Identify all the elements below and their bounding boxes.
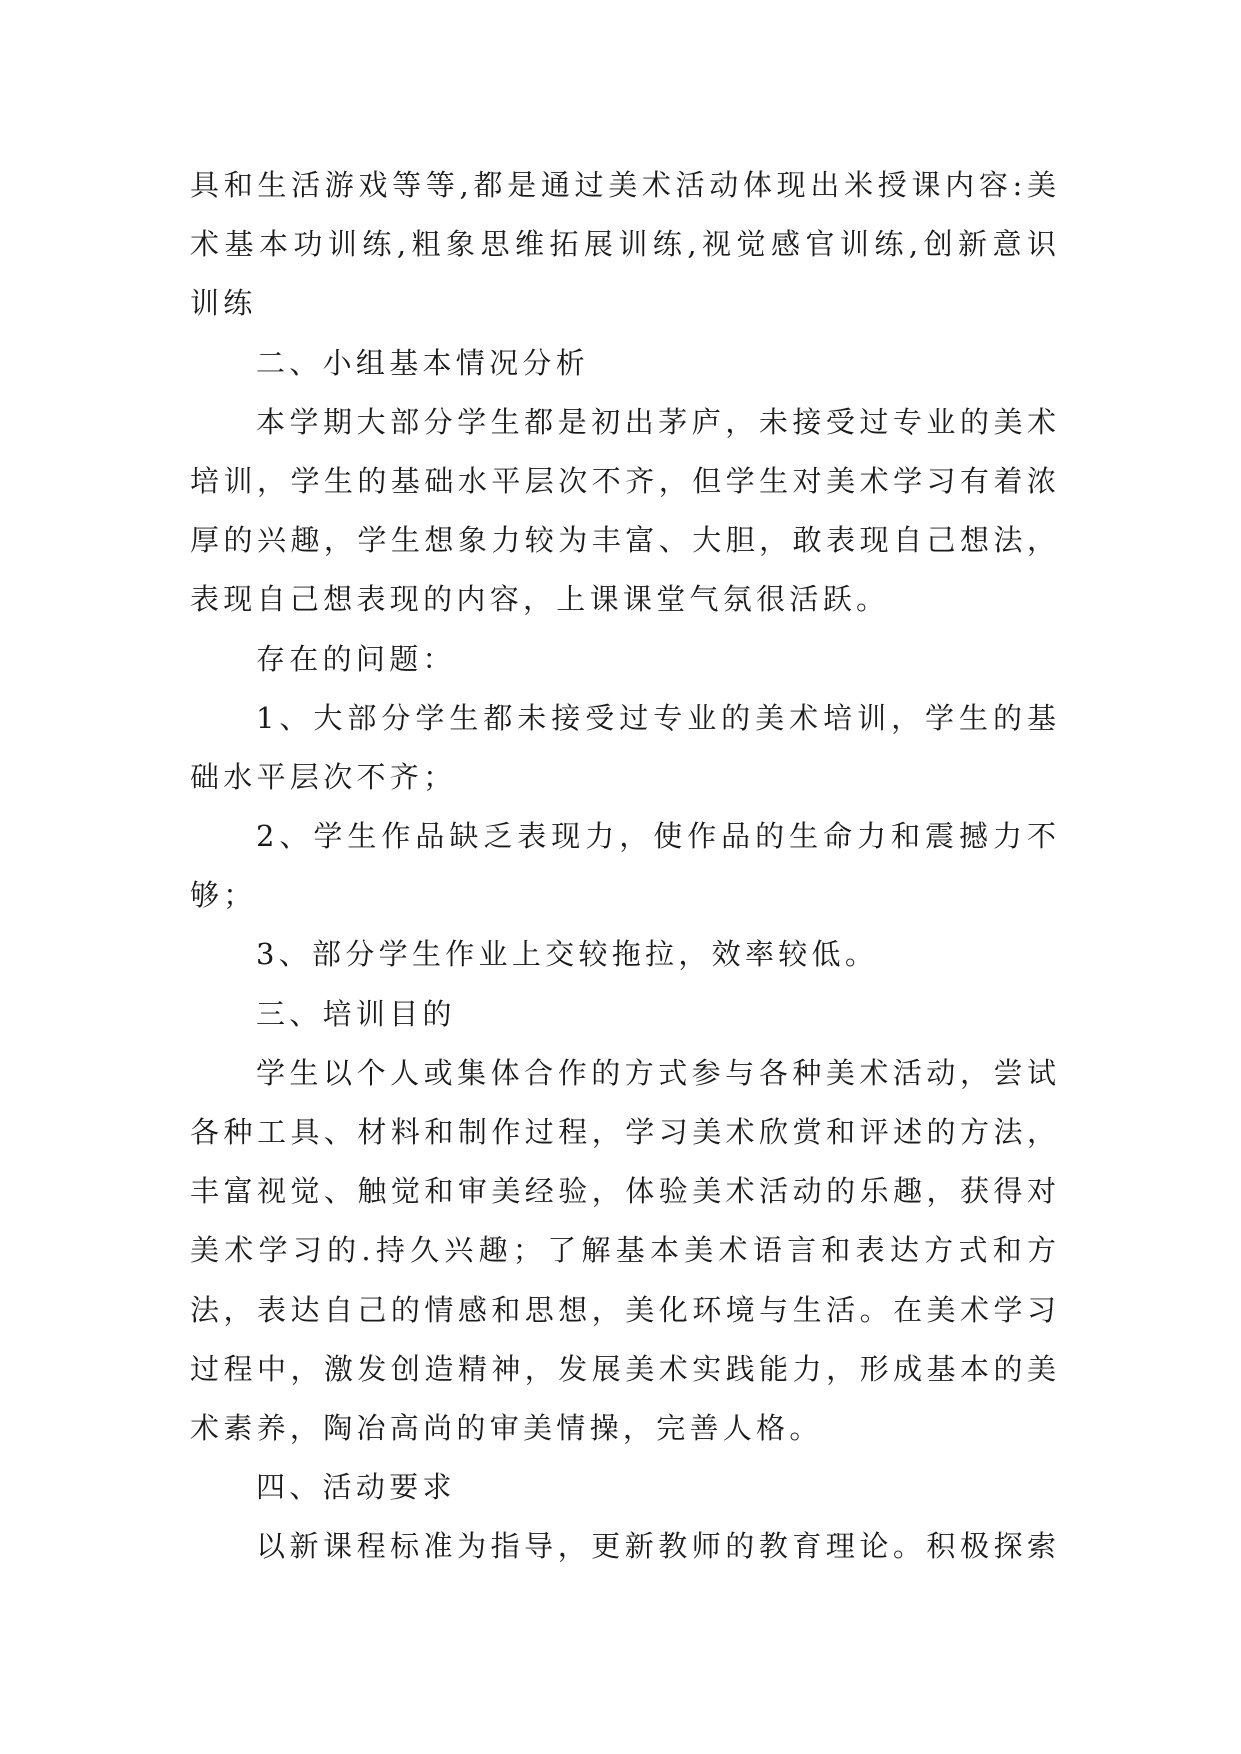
text-line: 1、大部分学生都未接受过专业的美术培训，学生的基: [256, 700, 1056, 735]
text-line: 厚的兴趣，学生想象力较为丰富、大胆，敢表现自己想法，: [190, 523, 1056, 558]
section-heading: 二、小组基本情况分析: [256, 345, 590, 380]
list-item: [190, 689, 1056, 807]
text-line: 法，表达自己的情感和思想，美化环境与生活。在美术学习: [190, 1292, 1056, 1327]
text-line: 美术学习的.持久兴趣；了解基本美术语言和表达方式和方: [190, 1233, 1056, 1268]
paragraph: [190, 393, 1056, 630]
text-line: 3、部分学生作业上交较拖拉，效率较低。: [256, 937, 879, 972]
text-line: 础水平层次不齐；: [190, 759, 457, 794]
paragraph: [190, 1517, 1056, 1576]
text-line: 具和生活游戏等等,都是通过美术活动体现出米授课内容:美: [190, 168, 1056, 202]
paragraph: [190, 630, 1056, 689]
section-heading: 四、活动要求: [256, 1470, 456, 1505]
list-item: [190, 925, 1056, 984]
text-line: 术基本功训练,粗象思维拓展训练,视觉感官训练,创新意识: [190, 227, 1056, 262]
list-item: [190, 807, 1056, 925]
text-line: 丰富视觉、触觉和审美经验，体验美术活动的乐趣，获得对: [190, 1174, 1056, 1209]
text-line: 各种工具、材料和制作过程，学习美术欣赏和评述的方法，: [190, 1115, 1056, 1149]
text-line: 术素养，陶冶高尚的审美情操，完善人格。: [190, 1410, 823, 1445]
text-line: 表现自己想表现的内容，上课课堂气氛很活跃。: [190, 582, 890, 617]
text-line: 2、学生作品缺乏表现力，使作品的生命力和震撼力不: [256, 819, 1056, 854]
text-line: 学生以个人或集体合作的方式参与各种美术活动，尝试: [256, 1055, 1056, 1090]
text-line: 过程中，激发创造精神，发展美术实践能力，形成基本的美: [190, 1351, 1056, 1386]
text-line: 够；: [190, 878, 257, 913]
text-line: 培训，学生的基础水平层次不齐，但学生对美术学习有着浓: [190, 463, 1056, 498]
continued-paragraph: [190, 156, 1056, 334]
text-line: 训练: [190, 286, 257, 321]
section-heading: 三、培训目的: [256, 996, 456, 1031]
paragraph: [190, 1044, 1056, 1458]
text-line: 存在的问题：: [256, 641, 456, 676]
body-text: [190, 156, 1056, 1577]
text-line: 本学期大部分学生都是初出茅庐，未接受过专业的美术: [256, 404, 1056, 439]
text-line: 以新课程标准为指导，更新教师的教育理论。积极探索: [256, 1529, 1056, 1564]
